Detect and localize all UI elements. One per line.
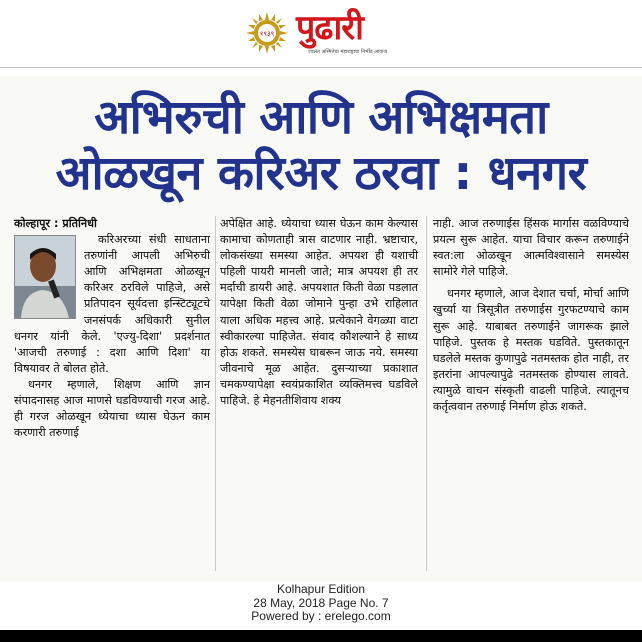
edition-name: Kolhapur Edition bbox=[276, 582, 366, 596]
paragraph: धनगर म्हणाले, शिक्षण आणि ज्ञान संपादनासह आज माणसे घडविण्याची गरज आहे. ही गरज ओळखून ध्येयाचा ध्यास घेऊन काम करणारी तरुणाई bbox=[14, 377, 210, 440]
newspaper-tagline: ज्वलंत अस्मितेचा महाराष्ट्राचा निर्भीड आवाज bbox=[308, 49, 388, 55]
column-divider bbox=[215, 216, 216, 571]
paragraph: अपेक्षित आहे. ध्येयाचा ध्यास घेऊन काम केल्यास कामाचा कोणताही त्रास वाटणार नाही. भ्रष्टाचार, लोकसंख्या समस्या आहेत. अपयश ही यशाची पहिली पायरी मानली जाते; मात्र अपयश ही तर मर्दाची डायरी आहे. अपयशात किती वेळा पडलात यापेक्षा किती वेळा जोमाने पुन्हा उभे राहिलात याला अधिक महत्त्व आहे. प्रत्येकाने वेगळ्या वाटा स्वीकारल्या पाहिजेत. संवाद कौशल्याने हे साध्य होऊ शकते. समस्येस घाबरून जाऊ नये. समस्या जीवनाचे मूळ आहेत. दुसऱ्याच्या प्रकाशात चमकण्यापेक्षा स्वयंप्रकाशित व्यक्तिमत्त्व घडविले पाहिजे. हे मेहनतीशिवाय शक्य bbox=[220, 217, 418, 408]
paragraph: नाही. आज तरुणाईस हिंसक मार्गास वळविण्याचे प्रयत्न सुरू आहेत. याचा विचार करून तरुणाईने स्वत:ला ओळखून आत्मविश्वासाने समस्येस सामोरे गेले पाहिजे. bbox=[433, 217, 629, 279]
masthead bbox=[0, 0, 642, 68]
author-photo bbox=[14, 235, 76, 319]
masthead-divider bbox=[0, 67, 642, 68]
article-column-1 bbox=[14, 216, 210, 441]
article-column-3 bbox=[433, 216, 629, 415]
byline: कोल्हापूर : प्रतिनिधी bbox=[14, 217, 97, 230]
sun-logo-icon bbox=[246, 12, 288, 54]
edition-footer bbox=[0, 583, 642, 624]
paragraph: धनगर म्हणाले, आज देशात चर्चा, मोर्चा आणि खुर्च्या या त्रिसूत्रीत तरुणाईस गुरफटण्याचे काम सुरू आहे. याबाबत तरुणाईने जागरूक झाले पाहिजे. पुस्तक हे मस्तक घडविते. पुस्तकातून घडलेले मस्तक कुणापुढे नतमस्तक होत नाही, तर इतरांना आपल्यापुढे नतमस्तक होण्यास लावते. त्यामुळे वाचन संस्कृती वाढली पाहिजे. त्यातूनच कर्तृत्ववान तरुणाई निर्माण होऊ शकते. bbox=[433, 287, 629, 414]
svg-text:१९३९: १९३९ bbox=[259, 30, 275, 38]
column-divider bbox=[426, 216, 427, 571]
speaker-portrait-icon bbox=[15, 236, 75, 318]
newspaper-title: पुढारी bbox=[296, 8, 363, 48]
date-page: 28 May, 2018 Page No. 7 bbox=[253, 595, 389, 610]
paragraph: करिअरच्या संधी साधताना तरुणांनी आपली अभिरुची आणि अभिक्षमता ओळखून करिअर ठरविले पाहिजे, असे प्रतिपादन सूर्यदत्ता इन्स्टिट्यूटचे जनसंपर्क अधिकारी सुनील धनगर यांनी केले. 'एज्यु-दिशा' प्रदर्शनात 'आजची तरुणाई : दशा आणि दिशा' या विषयावर ते बोलत होते. bbox=[14, 233, 210, 375]
article-column-2 bbox=[220, 216, 418, 409]
powered-by-link[interactable]: Powered by : erelego.com bbox=[251, 609, 391, 623]
bottom-bar bbox=[0, 630, 642, 642]
headline-line-1: अभिरुची आणि अभिक्षमता bbox=[94, 90, 548, 145]
headline-line-2: ओळखून करिअर ठरवा : धनगर bbox=[55, 146, 587, 201]
